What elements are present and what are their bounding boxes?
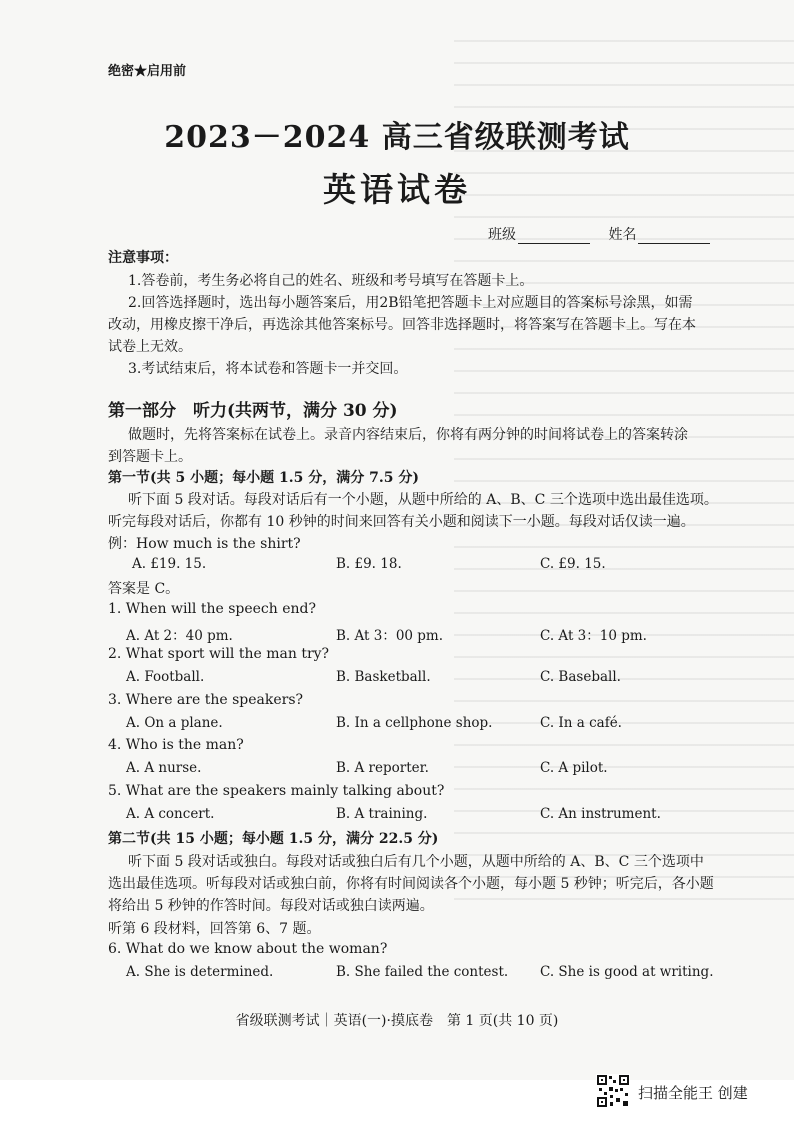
- class-label: 班级: [488, 227, 516, 243]
- section1-instruction-line-2: 听完每段对话后，你都有 10 秒钟的时间来回答有关小题和阅读下一小题。每段对话仅读一遍。: [108, 514, 695, 530]
- notes-heading: 注意事项：: [108, 250, 178, 266]
- section2-instruction-line-2: 选出最佳选项。听每段对话或独白前，你将有时间阅读各个小题，每小题 5 秒钟；听完后，各小题: [108, 876, 714, 892]
- section1-heading: 第一节(共 5 小题；每小题 1.5 分，满分 7.5 分): [108, 470, 419, 486]
- scanner-watermark: 扫描全能王 创建: [638, 1084, 748, 1102]
- page-footer: 省级联测考试｜英语(一)·摸底卷 第 1 页(共 10 页): [235, 1013, 559, 1029]
- note-2-line-2: 改动，用橡皮擦干净后，再选涂其他答案标号。回答非选择题时，将答案写在答题卡上。写在本: [108, 317, 696, 333]
- q2-option-b[interactable]: B. Basketball.: [336, 669, 431, 685]
- note-1: 1.答卷前，考生务必将自己的姓名、班级和考号填写在答题卡上。: [128, 273, 534, 289]
- question-4: 4. Who is the man?: [108, 737, 244, 753]
- part1-intro-line-1: 做题时，先将答案标在试卷上。录音内容结束后，你将有两分钟的时间将试卷上的答案转涂: [128, 427, 688, 443]
- q1-option-b[interactable]: B. At 3：00 pm.: [336, 628, 444, 644]
- q5-option-b[interactable]: B. A training.: [336, 806, 428, 822]
- q1-option-a[interactable]: A. At 2：40 pm.: [126, 628, 233, 644]
- confidential-mark: 绝密★启用前: [108, 64, 187, 79]
- qr-code-icon[interactable]: [596, 1074, 630, 1108]
- q5-option-c[interactable]: C. An instrument.: [540, 806, 661, 822]
- example-option-c: C. £9. 15.: [540, 556, 606, 572]
- question-2: 2. What sport will the man try?: [108, 646, 330, 662]
- q3-option-a[interactable]: A. On a plane.: [126, 715, 223, 731]
- question-3: 3. Where are the speakers?: [108, 692, 304, 708]
- q4-option-a[interactable]: A. A nurse.: [126, 760, 202, 776]
- section2-instruction-line-3: 将给出 5 秒钟的作答时间。每段对话或独白读两遍。: [108, 898, 434, 914]
- material-6-label: 听第 6 段材料，回答第 6、7 题。: [108, 921, 321, 937]
- section2-heading: 第二节(共 15 小题；每小题 1.5 分，满分 22.5 分): [108, 831, 439, 847]
- question-5: 5. What are the speakers mainly talking about?: [108, 783, 445, 799]
- question-1: 1. When will the speech end?: [108, 601, 317, 617]
- q3-option-b[interactable]: B. In a cellphone shop.: [336, 715, 493, 731]
- student-info-fields: [488, 224, 724, 244]
- example-option-b: B. £9. 18.: [336, 556, 402, 572]
- exam-title: 2023－2024 高三省级联测考试: [164, 120, 630, 155]
- q6-option-b[interactable]: B. She failed the contest.: [336, 964, 509, 980]
- note-2-line-1: 2.回答选择题时，选出每小题答案后，用2B铅笔把答题卡上对应题目的答案标号涂黑，如需: [128, 295, 693, 311]
- name-label: 姓名: [608, 227, 637, 243]
- q6-option-a[interactable]: A. She is determined.: [126, 964, 274, 980]
- name-blank[interactable]: [638, 229, 710, 244]
- example-option-a: A. £19. 15.: [132, 556, 207, 572]
- example-answer: 答案是 C。: [108, 581, 180, 597]
- example-question: 例：How much is the shirt?: [108, 536, 301, 552]
- q6-option-c[interactable]: C. She is good at writing.: [540, 964, 714, 980]
- q2-option-c[interactable]: C. Baseball.: [540, 669, 621, 685]
- note-3: 3.考试结束后，将本试卷和答题卡一并交回。: [128, 361, 408, 377]
- section2-instruction-line-1: 听下面 5 段对话或独白。每段对话或独白后有几个小题，从题中所给的 A、B、C 三个选项中: [128, 854, 704, 870]
- q1-option-c[interactable]: C. At 3：10 pm.: [540, 628, 647, 644]
- q4-option-b[interactable]: B. A reporter.: [336, 760, 429, 776]
- q2-option-a[interactable]: A. Football.: [126, 669, 205, 685]
- part1-heading: 第一部分 听力(共两节，满分 30 分): [108, 401, 398, 421]
- question-6: 6. What do we know about the woman?: [108, 941, 388, 957]
- q5-option-a[interactable]: A. A concert.: [126, 806, 215, 822]
- section1-instruction-line-1: 听下面 5 段对话。每段对话后有一个小题，从题中所给的 A、B、C 三个选项中选出最佳选项。: [128, 492, 718, 508]
- q4-option-c[interactable]: C. A pilot.: [540, 760, 608, 776]
- note-2-line-3: 试卷上无效。: [108, 339, 192, 355]
- class-blank[interactable]: [518, 229, 590, 244]
- part1-intro-line-2: 到答题卡上。: [108, 449, 192, 465]
- q3-option-c[interactable]: C. In a café.: [540, 715, 622, 731]
- exam-subtitle: 英语试卷: [323, 170, 471, 209]
